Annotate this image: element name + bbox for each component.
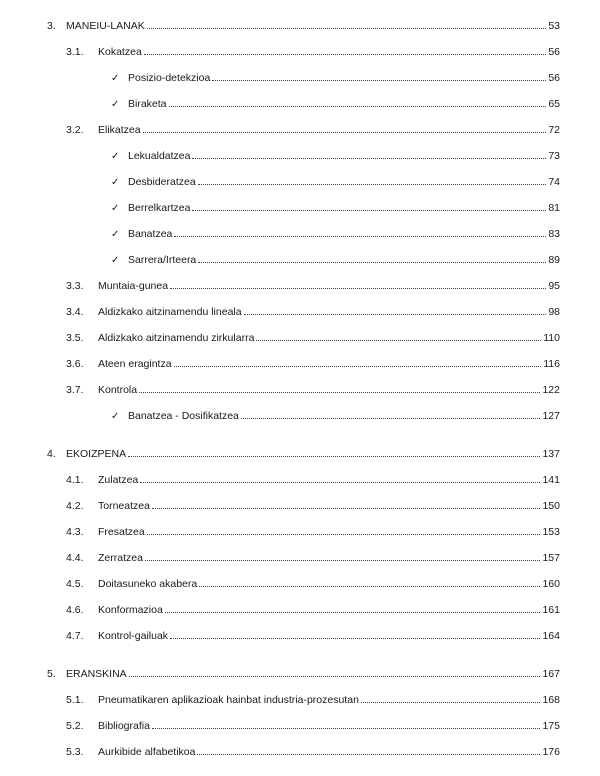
page-number: 161	[542, 604, 560, 616]
entry-number: 3.1.	[66, 46, 84, 58]
item-title: Posizio-detekzioa	[128, 72, 211, 84]
section-number: 4.	[47, 448, 56, 460]
toc-item-banatzea[interactable]	[111, 226, 560, 240]
entry-title: Bibliografia	[98, 720, 150, 732]
dot-leader	[147, 534, 541, 535]
entry-number: 4.1.	[66, 474, 84, 486]
page-number: 83	[548, 228, 560, 240]
checkmark-icon: ✓	[111, 229, 120, 240]
page-number: 167	[542, 668, 560, 680]
toc-section-3[interactable]	[47, 18, 560, 32]
item-title: Biraketa	[128, 98, 167, 110]
dot-leader	[197, 754, 540, 755]
dot-leader	[256, 340, 541, 341]
toc-entry-4-3[interactable]	[66, 524, 560, 538]
toc-item-lekualdatzea[interactable]	[111, 148, 560, 162]
toc-item-sarrera-irteera[interactable]	[111, 252, 560, 266]
page-number: 53	[548, 20, 560, 32]
toc-entry-5-2[interactable]	[66, 718, 560, 732]
entry-title: Fresatzea	[98, 526, 145, 538]
section-number: 3.	[47, 20, 56, 32]
page-number: 89	[548, 254, 560, 266]
toc-entry-3-4[interactable]	[66, 304, 560, 318]
dot-leader	[174, 366, 542, 367]
toc-entry-4-6[interactable]	[66, 602, 560, 616]
toc-entry-4-4[interactable]	[66, 550, 560, 564]
page-number: 160	[542, 578, 560, 590]
entry-number: 4.5.	[66, 578, 84, 590]
dot-leader	[129, 676, 541, 677]
dot-leader	[169, 106, 547, 107]
toc-item-banatzea-dosifikatzea[interactable]	[111, 408, 560, 422]
checkmark-icon: ✓	[111, 203, 120, 214]
entry-title: Kokatzea	[98, 46, 142, 58]
toc-item-biraketa[interactable]	[111, 96, 560, 110]
page-number: 73	[548, 150, 560, 162]
page-number: 56	[548, 72, 560, 84]
entry-number: 3.6.	[66, 358, 84, 370]
dot-leader	[144, 54, 547, 55]
page-number: 110	[543, 332, 560, 344]
dot-leader	[244, 314, 547, 315]
toc-section-4[interactable]	[47, 446, 560, 460]
dot-leader	[174, 236, 546, 237]
toc-entry-3-2[interactable]	[66, 122, 560, 136]
section-title: EKOIZPENA	[66, 448, 127, 460]
page-number: 164	[542, 630, 560, 642]
entry-title: Kontrola	[98, 384, 138, 396]
checkmark-icon: ✓	[111, 99, 120, 110]
checkmark-icon: ✓	[111, 177, 120, 188]
entry-title: Torneatzea	[98, 500, 150, 512]
entry-number: 4.7.	[66, 630, 84, 642]
page-number: 72	[548, 124, 560, 136]
dot-leader	[361, 702, 541, 703]
checkmark-icon: ✓	[111, 73, 120, 84]
toc-entry-4-2[interactable]	[66, 498, 560, 512]
entry-title: Aldizkako aitzinamendu zirkularra	[98, 332, 255, 344]
entry-number: 4.4.	[66, 552, 84, 564]
entry-number: 5.3.	[66, 746, 84, 758]
dot-leader	[170, 638, 540, 639]
entry-number: 4.3.	[66, 526, 84, 538]
toc-item-berrelkartzea[interactable]	[111, 200, 560, 214]
dot-leader	[139, 392, 540, 393]
dot-leader	[152, 508, 541, 509]
dot-leader	[199, 586, 540, 587]
page-number: 56	[548, 46, 560, 58]
checkmark-icon: ✓	[111, 411, 120, 422]
page-number: 74	[548, 176, 560, 188]
dot-leader	[241, 418, 541, 419]
dot-leader	[140, 482, 540, 483]
entry-title: Zulatzea	[98, 474, 139, 486]
toc-entry-5-1[interactable]	[66, 692, 560, 706]
entry-number: 3.4.	[66, 306, 84, 318]
section-number: 5.	[47, 668, 56, 680]
entry-title: Kontrol-gailuak	[98, 630, 169, 642]
dot-leader	[198, 262, 546, 263]
page-number: 176	[542, 746, 560, 758]
section-title: MANEIU-LANAK	[66, 20, 145, 32]
toc-item-posizio-detekzioa[interactable]	[111, 70, 560, 84]
entry-title: Elikatzea	[98, 124, 141, 136]
item-title: Banatzea	[128, 228, 173, 240]
dot-leader	[152, 728, 541, 729]
entry-number: 5.2.	[66, 720, 84, 732]
entry-title: Zerratzea	[98, 552, 143, 564]
dot-leader	[192, 158, 546, 159]
entry-title: Konformazioa	[98, 604, 163, 616]
page-number: 127	[542, 410, 560, 422]
toc-entry-3-1[interactable]	[66, 44, 560, 58]
dot-leader	[165, 612, 541, 613]
dot-leader	[145, 560, 541, 561]
checkmark-icon: ✓	[111, 151, 120, 162]
entry-number: 3.3.	[66, 280, 84, 292]
page-number: 175	[542, 720, 560, 732]
toc-entry-5-3[interactable]	[66, 744, 560, 758]
section-title: ERANSKINA	[66, 668, 127, 680]
toc-entry-4-5[interactable]	[66, 576, 560, 590]
dot-leader	[192, 210, 546, 211]
entry-number: 5.1.	[66, 694, 84, 706]
entry-title: Doitasuneko akabera	[98, 578, 198, 590]
item-title: Desbideratzea	[128, 176, 196, 188]
page-number: 157	[542, 552, 560, 564]
page-number: 153	[542, 526, 560, 538]
page-number: 116	[543, 358, 560, 370]
page-number: 141	[542, 474, 560, 486]
toc-section-5[interactable]	[47, 666, 560, 680]
page-number: 98	[548, 306, 560, 318]
checkmark-icon: ✓	[111, 255, 120, 266]
entry-number: 4.2.	[66, 500, 84, 512]
page-number: 122	[542, 384, 560, 396]
entry-title: Ateen eragintza	[98, 358, 172, 370]
dot-leader	[147, 28, 547, 29]
entry-number: 4.6.	[66, 604, 84, 616]
page-number: 65	[548, 98, 560, 110]
entry-number: 3.7.	[66, 384, 84, 396]
toc-item-desbideratzea[interactable]	[111, 174, 560, 188]
entry-title: Muntaia-gunea	[98, 280, 169, 292]
toc-entry-4-1[interactable]	[66, 472, 560, 486]
entry-title: Aurkibide alfabetikoa	[98, 746, 196, 758]
item-title: Sarrera/Irteera	[128, 254, 197, 266]
page-number: 168	[542, 694, 560, 706]
page-number: 81	[548, 202, 560, 214]
toc-entry-4-7[interactable]	[66, 628, 560, 642]
toc-entry-3-5[interactable]	[66, 330, 560, 344]
toc-entry-3-6[interactable]	[66, 356, 560, 370]
item-title: Banatzea - Dosifikatzea	[128, 410, 239, 422]
entry-number: 3.5.	[66, 332, 84, 344]
dot-leader	[143, 132, 547, 133]
page-number: 150	[542, 500, 560, 512]
page-number: 95	[548, 280, 560, 292]
toc-entry-3-7[interactable]	[66, 382, 560, 396]
entry-title: Aldizkako aitzinamendu lineala	[98, 306, 242, 318]
item-title: Lekualdatzea	[128, 150, 191, 162]
page-number: 137	[542, 448, 560, 460]
item-title: Berrelkartzea	[128, 202, 191, 214]
dot-leader	[212, 80, 546, 81]
toc-entry-3-3[interactable]	[66, 278, 560, 292]
dot-leader	[198, 184, 547, 185]
entry-title: Pneumatikaren aplikazioak hainbat industria-prozesutan	[98, 694, 359, 706]
dot-leader	[170, 288, 546, 289]
dot-leader	[128, 456, 540, 457]
entry-number: 3.2.	[66, 124, 84, 136]
